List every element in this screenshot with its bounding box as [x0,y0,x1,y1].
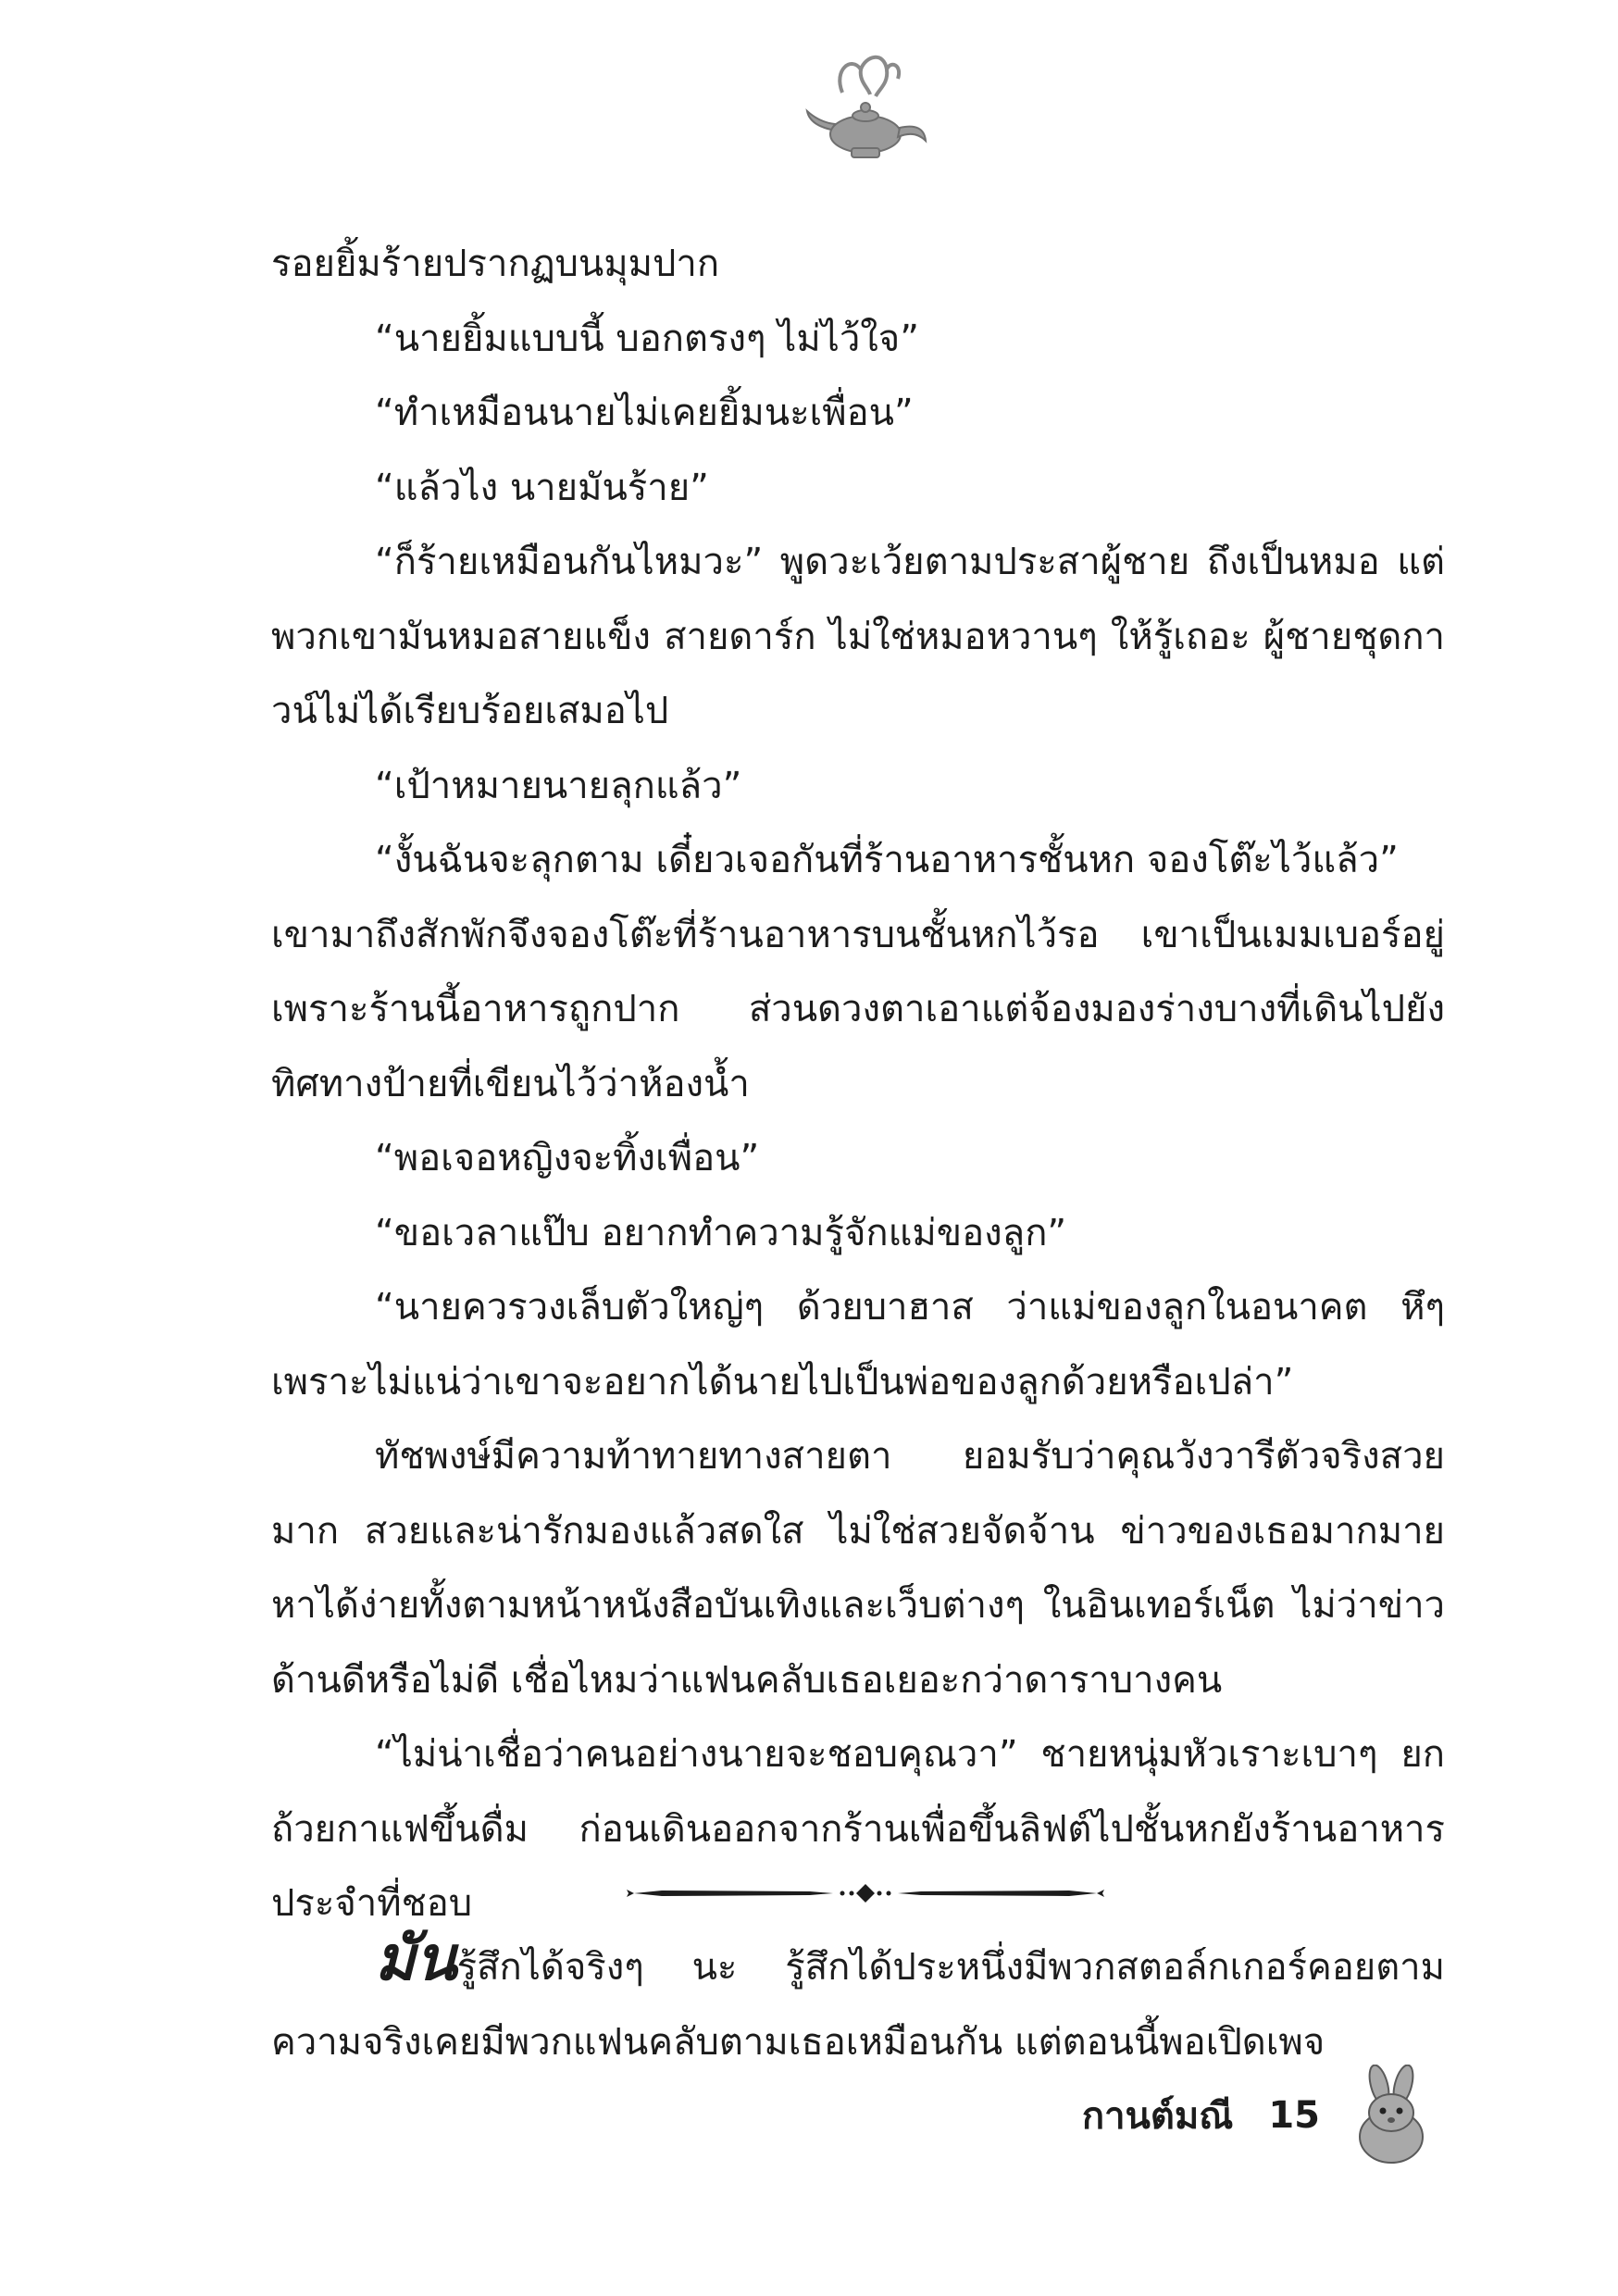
rabbit-icon [1340,2065,1442,2166]
paragraph: “ก็ร้ายเหมือนกันไหมวะ” พูดวะเว้ยตามประสาผู้ชาย ถึงเป็นหมอ แต่พวกเขามันหมอสายแข็ง สายดาร์ก ไม่ใช่หมอหวานๆ ให้รู้เถอะ ผู้ชายชุดกาวน์ไม่ได้เรียบร้อยเสมอไป [271,541,1445,732]
paragraph: “นายยิ้มแบบนี้ บอกตรงๆ ไม่ไว้ใจ” [375,317,919,360]
paragraph: “งั้นฉันจะลุกตาม เดี๋ยวเจอกันที่ร้านอาหารชั้นหก จองโต๊ะไว้แล้ว” [375,839,1399,881]
paragraph: “ทำเหมือนนายไม่เคยยิ้มนะเพื่อน” [375,392,914,434]
book-title: กานต์มณี [1081,2095,1234,2138]
paragraph: เขามาถึงสักพักจึงจองโต๊ะที่ร้านอาหารบนชั้นหกไว้รอ เขาเป็นเมมเบอร์อยู่ เพราะร้านนี้อาหารถูกปาก ส่วนดวงตาเอาแต่จ้องมองร่างบางที่เดินไปยังทิศทางป้ายที่เขียนไว้ว่าห้องน้ำ [271,913,1445,1105]
paragraph: “เป้าหมายนายลุกแล้ว” [375,764,742,807]
paragraph: “ขอเวลาแป๊บ อยากทำความรู้จักแม่ของลูก” [375,1211,1067,1254]
drop-cap-word: มัน [375,1922,457,1994]
ornament-divider-icon [627,1884,1104,1903]
section-divider [625,1875,1106,1912]
paragraph: รอยยิ้มร้ายปรากฏบนมุมปาก [271,243,720,285]
paragraph: “นายควรวงเล็บตัวใหญ่ๆ ด้วยบาฮาส ว่าแม่ของลูกในอนาคต หึๆ เพราะไม่แน่ว่าเขาจะอยากได้นายไปเป็นพ่อของลูกด้วยหรือเปล่า” [271,1286,1445,1404]
paragraph: “แล้วไง นายมันร้าย” [375,466,709,509]
paragraph [271,1921,1445,2079]
page-footer [1082,2065,1442,2166]
section-2-text [271,1921,1445,2079]
page-number: 15 [1268,2094,1320,2137]
body-text [271,227,1445,1941]
paragraph: “ไม่น่าเชื่อว่าคนอย่างนายจะชอบคุณวา” ชายหนุ่มหัวเราะเบาๆ ยกถ้วยกาแฟขึ้นดื่ม ก่อนเดินออกจากร้านเพื่อขึ้นลิฟต์ไปชั้นหกยังร้านอาหารประจำที่ชอบ [271,1733,1445,1925]
paragraph: “พอเจอหญิงจะทิ้งเพื่อน” [375,1137,760,1179]
genie-lamp-icon [796,37,935,176]
header-ornament [796,37,935,176]
paragraph-text: รู้สึกได้จริงๆ นะ รู้สึกได้ประหนึ่งมีพวกสตอล์กเกอร์คอยตาม ความจริงเคยมีพวกแฟนคลับตามเธอเหมือนกัน แต่ตอนนี้พอเปิดเพจ [271,1946,1445,2064]
paragraph: ทัชพงษ์มีความท้าทายทางสายตา ยอมรับว่าคุณวังวารีตัวจริงสวยมาก สวยและน่ารักมองแล้วสดใส ไม่ใช่สวยจัดจ้าน ข่าวของเธอมากมายหาได้ง่ายทั้งตามหน้าหนังสือบันเทิงและเว็บต่างๆ ในอินเทอร์เน็ต ไม่ว่าข่าวด้านดีหรือไม่ดี เชื่อไหมว่าแฟนคลับเธอเยอะกว่าดาราบางคน [271,1435,1445,1702]
